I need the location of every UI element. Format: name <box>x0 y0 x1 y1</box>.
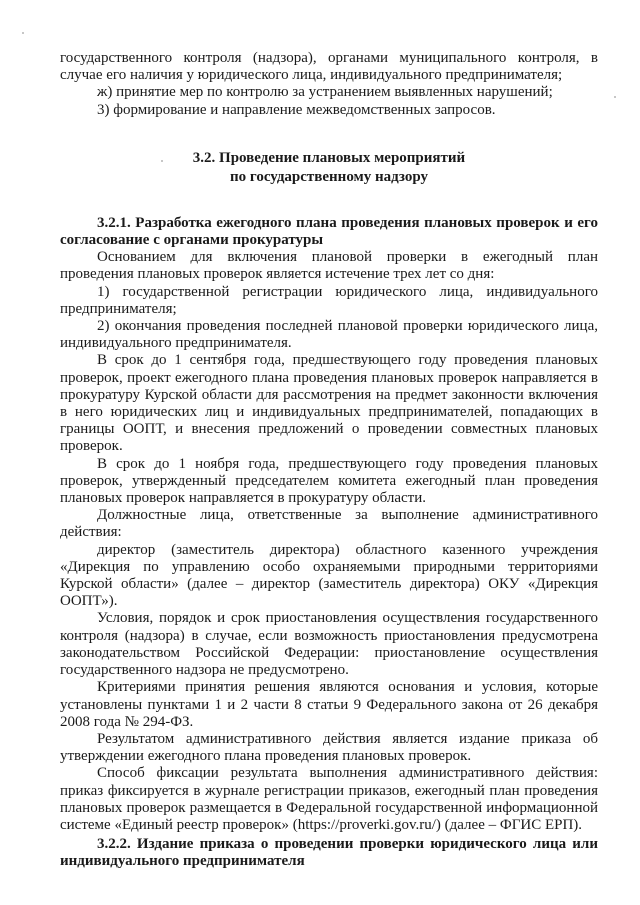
paragraph-director: директор (заместитель директора) областного казенного учреждения «Дирекция по управлению особо охраняемыми природными территориями Курской области» (далее – директор (заместитель директора) ОКУ «Дирекция ООПТ»). <box>60 541 598 610</box>
section-title-line2: по государственному надзору <box>229 168 429 185</box>
paragraph-basis: Основанием для включения плановой проверки в ежегодный план проведения плановых проверок является истечение трех лет со дня: <box>60 249 598 283</box>
paragraph-november-deadline: В срок до 1 ноября года, предшествующего году проведения плановых проверок, утвержденный председателем комитета ежегодный план проведения плановых проверок направляется в прокуратуру области. <box>60 455 598 507</box>
list-item-last-inspection: 2) окончания проведения последней плановой проверки юридического лица, индивидуального предпринимателя. <box>60 318 598 352</box>
continuation-paragraph: государственного контроля (надзора), органами муниципального контроля, в случае его наличия у юридического лица, индивидуального предпринимателя; <box>60 50 598 84</box>
list-item-3: 3) формирование и направление межведомственных запросов. <box>97 101 496 118</box>
paragraph-responsible-officials: Должностные лица, ответственные за выполнение административного действия: <box>60 507 598 541</box>
subsection-heading-3-2-1: 3.2.1. Разработка ежегодного плана проведения плановых проверок и его согласование с органами прокуратуры <box>60 214 598 249</box>
paragraph-result: Результатом административного действия является издание приказа об утверждении ежегодного плана проведения плановых проверок. <box>60 730 598 765</box>
scan-speck <box>22 32 24 34</box>
list-item-zh: ж) принятие мер по контролю за устранением выявленных нарушений; <box>97 84 553 101</box>
paragraph-september-deadline: В срок до 1 сентября года, предшествующего году проведения плановых проверок, проект ежегодного плана проведения плановых проверок направляется в прокуратуру Курской области для рассмотрения на предмет законности включения в него юридических лиц и индивидуальных предпринимателей, попадающих в границы ООПТ, и внесения предложений о проведении совместных плановых проверок. <box>60 352 598 455</box>
document-page <box>60 50 598 871</box>
scan-speck <box>614 96 616 98</box>
paragraph-recording-method: Способ фиксации результата выполнения административного действия: приказ фиксируется в журнале регистрации приказов, ежегодный план проведения плановых проверок размещается в Федеральной государственной информационной системе «Единый реестр проверок» (https://proverki.gov.ru/) (далее – ФГИС ЕРП). <box>60 765 598 833</box>
paragraph-suspension-conditions: Условия, порядок и срок приостановления осуществления государственного контроля (надзора) в случае, если возможность приостановления предусмотрена законодательством Российской Федерации: приостановление осуществления государственного надзора не предусмотрено. <box>60 610 598 679</box>
subsection-heading-3-2-2: 3.2.2. Издание приказа о проведении проверки юридического лица или индивидуального предпринимателя <box>60 836 598 870</box>
section-heading <box>60 149 598 187</box>
list-item-registration: 1) государственной регистрации юридического лица, индивидуального предпринимателя; <box>60 283 598 317</box>
paragraph-decision-criteria: Критериями принятия решения являются основания и условия, которые установлены пунктами 1 и 2 части 8 статьи 9 Федерального закона от 26 декабря 2008 года № 294-ФЗ. <box>60 679 598 730</box>
section-title-line1: 3.2. Проведение плановых мероприятий <box>192 149 466 166</box>
